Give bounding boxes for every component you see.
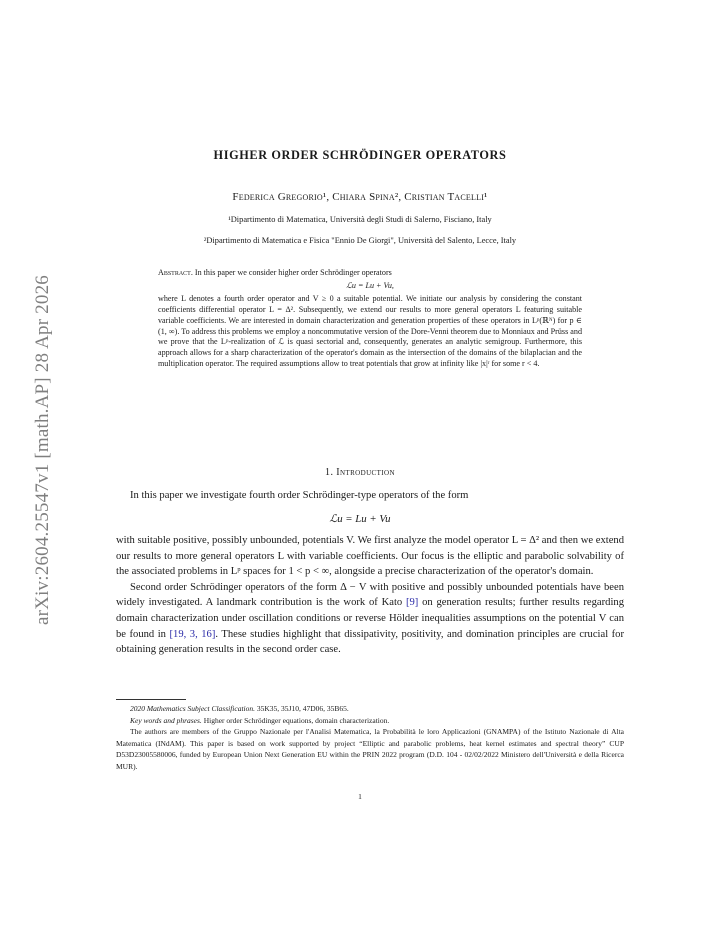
- footnote-keywords-label: Key words and phrases.: [130, 715, 202, 725]
- footnote-keywords-text: Higher order Schrödinger equations, domain characterization.: [201, 715, 390, 725]
- paragraph-1: with suitable positive, possibly unbounded, potentials V. We first analyze the model operator L = Δ² and then we extend our results to more general operators L with variable coefficients. Our focus is the elliptic and parabolic solvability of the associated problems in Lᵖ spaces for 1 < p < ∞, alongside a precise characterization of the operator's domain.: [116, 535, 624, 578]
- footnote-funding: The authors are members of the Gruppo Nazionale per l'Analisi Matematica, la Probabilità le loro Applicazioni (GNAMPA) of the Istituto Nazionale di Alta Matematica (INdAM). This paper is based on work supported by project “Elliptic and parabolic problems, heat kernel estimates and spectral theory” CUP D53D23005580006, funded by European Union Next Generation EU within the PRIN 2022 program (D.D. 104 - 02/02/2022 Ministero dell'Università e della Ricerca MUR).: [116, 727, 624, 771]
- paragraph-2: [116, 580, 624, 658]
- body-text: [116, 533, 624, 658]
- arxiv-identifier: arXiv:2604.25547v1 [math.AP] 28 Apr 2026: [32, 275, 53, 625]
- intro-lead-paragraph: [116, 488, 624, 504]
- footnote-rule: [116, 699, 186, 700]
- abstract-intro-text: In this paper we consider higher order Schrödinger operators: [194, 268, 392, 277]
- paragraph-2-part-1: Second order Schrödinger operators of the form Δ − V with positive and possibly unbounded potentials have been widely investigated. A landmark contribution is the work of Kato: [116, 581, 624, 609]
- arxiv-side-stamp: [32, 250, 62, 650]
- abstract-body: where L denotes a fourth order operator and V ≥ 0 a suitable potential. We initiate our analysis by considering the constant coefficients differential operator L = Δ². Subsequently, we extend our results to more general operators L featuring suitable variable coefficients. We are interested in domain characterization and generation properties of these operators in Lᵖ(ℝᴺ) for p ∈ (1, ∞). To address this problems we employ a noncommutative version of the Dore-Venni theorem due to Monniaux and Prüss and we prove that the Lᵖ-realization of ℒ is quasi sectorial and, consequently, generates an analytic semigroup. Furthermore, this approach allows for a sharp characterization of the operator's domain as the intersection of the domains of the bilaplacian and the multiplication operator. The required assumptions allow to treat potentials that grow at infinity like |x|ʳ for some r < 4.: [158, 293, 582, 369]
- abstract-label: Abstract.: [158, 268, 193, 277]
- abstract-equation: ℒu = Lu + Vu,: [346, 280, 394, 290]
- abstract-block: [158, 268, 582, 370]
- section-heading-introduction: [0, 467, 720, 478]
- paper-title: HIGHER ORDER SCHRÖDINGER OPERATORS: [213, 148, 507, 162]
- paragraph-2-part-3: . These studies highlight that dissipativity, positivity, and domination principles are crucial for obtaining generation results in the second order case.: [116, 628, 625, 656]
- citation-link-group[interactable]: [19, 3, 16]: [169, 628, 216, 640]
- paragraph-2-part-2: on generation results; further results regarding domain characterization under oscillation conditions or reverse Hölder inequalities assumptions on the potential V can be found in: [116, 597, 624, 640]
- intro-lead-text: In this paper we investigate fourth order Schrödinger-type operators of the form: [130, 490, 469, 501]
- section-heading-text: 1. Introduction: [325, 467, 395, 478]
- author-list: Federica Gregorio¹, Chiara Spina², Cristian Tacelli¹: [232, 191, 488, 203]
- page-number: 1: [358, 792, 362, 801]
- affiliation-1: ¹Dipartimento di Matematica, Università degli Studi di Salerno, Fisciano, Italy: [228, 215, 492, 224]
- footnotes: [116, 703, 624, 773]
- footnote-msc-codes: 35K35, 35J10, 47D06, 35B65.: [255, 704, 349, 713]
- footnote-keywords: [116, 715, 624, 727]
- citation-link-kato[interactable]: [9]: [405, 597, 419, 609]
- footnote-msc: [116, 703, 624, 715]
- abstract-intro: [158, 268, 582, 279]
- affiliation-2: ²Dipartimento di Matematica e Fisica "Ennio De Giorgi", Università del Salento, Lecce, Italy: [203, 236, 517, 245]
- footnote-msc-label: 2020 Mathematics Subject Classification.: [130, 704, 255, 713]
- intro-equation: ℒu = Lu + Vu: [329, 513, 391, 525]
